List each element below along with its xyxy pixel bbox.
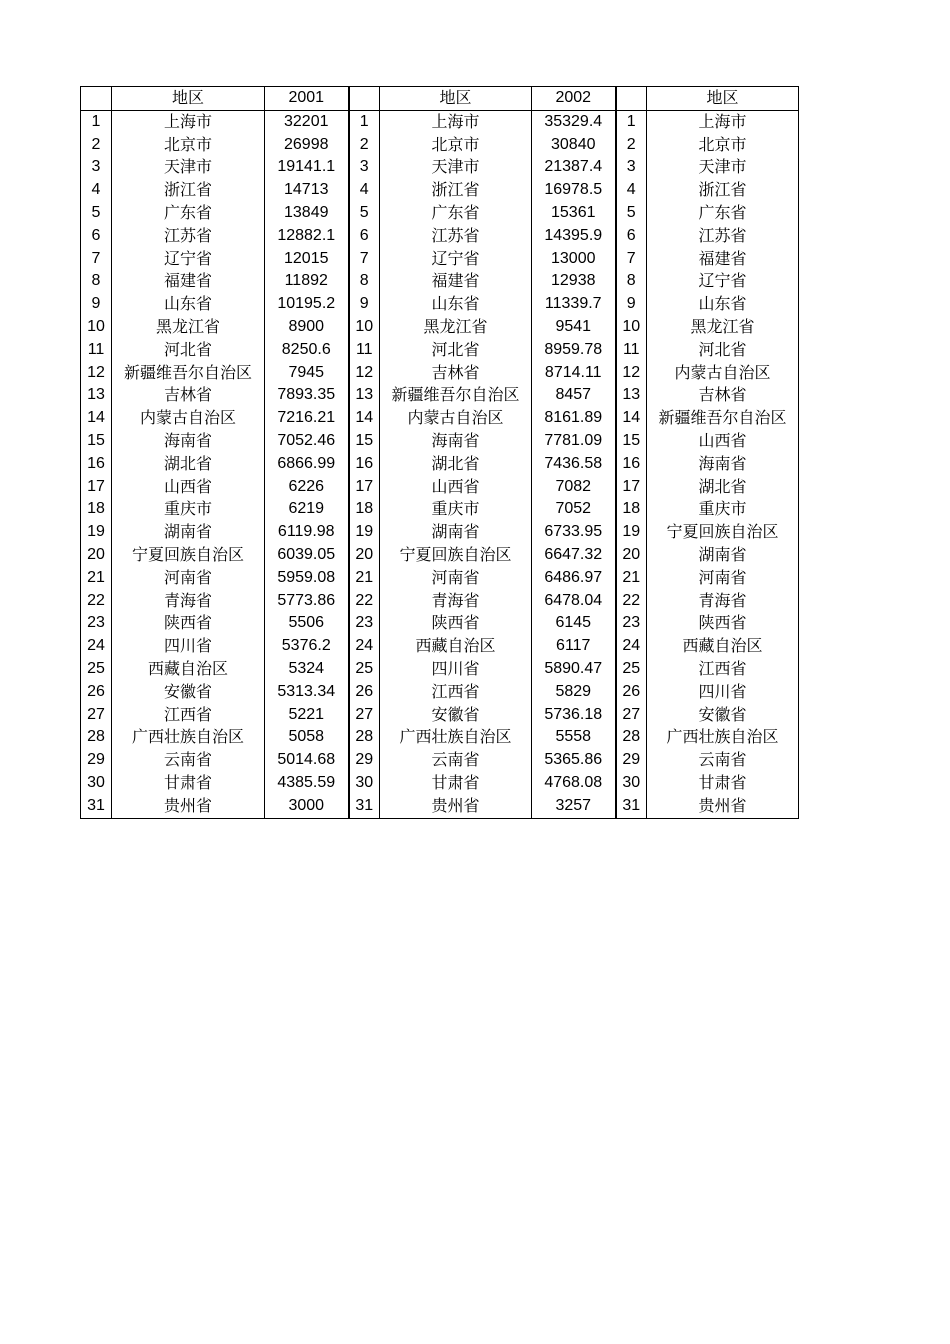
rank-2001-cell: 1 — [81, 110, 112, 133]
rank-third-cell: 5 — [616, 202, 647, 225]
region-third-cell: 黑龙江省 — [647, 316, 799, 339]
rank-2002-cell: 20 — [349, 544, 380, 567]
region-2002-cell: 广西壮族自治区 — [380, 726, 532, 749]
value-2001-cell: 10195.2 — [265, 293, 349, 316]
region-2002-cell: 吉林省 — [380, 362, 532, 385]
value-2002-cell: 5829 — [532, 681, 616, 704]
rank-2001-cell: 23 — [81, 612, 112, 635]
region-2001-cell: 广西壮族自治区 — [112, 726, 265, 749]
rank-2002-cell: 30 — [349, 772, 380, 795]
region-2001-cell: 湖南省 — [112, 521, 265, 544]
table-row — [81, 453, 799, 476]
value-2002-cell: 21387.4 — [532, 156, 616, 179]
value-2002-cell: 6733.95 — [532, 521, 616, 544]
region-2001-cell: 河北省 — [112, 339, 265, 362]
region-third-cell: 浙江省 — [647, 179, 799, 202]
rank-2002-cell: 28 — [349, 726, 380, 749]
region-2002-cell: 江苏省 — [380, 225, 532, 248]
region-2001-cell: 上海市 — [112, 110, 265, 133]
rank-2001-cell: 15 — [81, 430, 112, 453]
rank-2002-cell: 25 — [349, 658, 380, 681]
rank-2002-cell: 5 — [349, 202, 380, 225]
rank-2001-cell: 28 — [81, 726, 112, 749]
rank-2001-cell: 8 — [81, 270, 112, 293]
rank-third-cell: 30 — [616, 772, 647, 795]
rank-2001-cell: 29 — [81, 749, 112, 772]
region-2002-cell: 山西省 — [380, 476, 532, 499]
rank-third-cell: 18 — [616, 498, 647, 521]
rank-third-cell: 10 — [616, 316, 647, 339]
rank-2002-cell: 3 — [349, 156, 380, 179]
table-row — [81, 658, 799, 681]
region-third-cell: 宁夏回族自治区 — [647, 521, 799, 544]
region-2002-cell: 青海省 — [380, 590, 532, 613]
value-2002-cell: 7781.09 — [532, 430, 616, 453]
table-body — [81, 87, 799, 819]
rank-third-cell: 24 — [616, 635, 647, 658]
region-2002-cell: 云南省 — [380, 749, 532, 772]
header-row — [81, 87, 799, 111]
region-2002-cell: 甘肃省 — [380, 772, 532, 795]
value-2001-cell: 5376.2 — [265, 635, 349, 658]
rank-third-cell: 22 — [616, 590, 647, 613]
value-2002-cell: 5890.47 — [532, 658, 616, 681]
rank-2001-cell: 21 — [81, 567, 112, 590]
region-2002-cell: 贵州省 — [380, 795, 532, 818]
region-2002-cell: 辽宁省 — [380, 248, 532, 271]
rank-2001-cell: 4 — [81, 179, 112, 202]
table-row — [81, 225, 799, 248]
rank-2002-cell: 12 — [349, 362, 380, 385]
table-row — [81, 362, 799, 385]
value-2002-cell: 3257 — [532, 795, 616, 818]
rank-2001-cell: 5 — [81, 202, 112, 225]
rank-third-cell: 16 — [616, 453, 647, 476]
region-third-cell: 辽宁省 — [647, 270, 799, 293]
region-2001-cell: 广东省 — [112, 202, 265, 225]
region-2002-cell: 四川省 — [380, 658, 532, 681]
value-2001-cell: 6226 — [265, 476, 349, 499]
table-row — [81, 293, 799, 316]
rank-third-cell: 1 — [616, 110, 647, 133]
table-row — [81, 704, 799, 727]
value-2001-cell: 6039.05 — [265, 544, 349, 567]
header-year-2002: 2002 — [532, 87, 616, 111]
value-2002-cell: 6117 — [532, 635, 616, 658]
value-2001-cell: 5058 — [265, 726, 349, 749]
region-2001-cell: 山西省 — [112, 476, 265, 499]
rank-2001-cell: 26 — [81, 681, 112, 704]
value-2001-cell: 7893.35 — [265, 384, 349, 407]
rank-2002-cell: 9 — [349, 293, 380, 316]
region-2001-cell: 天津市 — [112, 156, 265, 179]
rank-2001-cell: 9 — [81, 293, 112, 316]
value-2002-cell: 7082 — [532, 476, 616, 499]
region-third-cell: 吉林省 — [647, 384, 799, 407]
rank-third-cell: 4 — [616, 179, 647, 202]
rank-2001-cell: 12 — [81, 362, 112, 385]
rank-third-cell: 11 — [616, 339, 647, 362]
value-2001-cell: 6866.99 — [265, 453, 349, 476]
region-2001-cell: 青海省 — [112, 590, 265, 613]
value-2002-cell: 11339.7 — [532, 293, 616, 316]
table-row — [81, 749, 799, 772]
value-2001-cell: 6219 — [265, 498, 349, 521]
region-2001-cell: 湖北省 — [112, 453, 265, 476]
rank-2002-cell: 31 — [349, 795, 380, 818]
rank-third-cell: 12 — [616, 362, 647, 385]
value-2002-cell: 5365.86 — [532, 749, 616, 772]
header-year-2001: 2001 — [265, 87, 349, 111]
header-rank-blank-2 — [349, 87, 380, 111]
rank-third-cell: 20 — [616, 544, 647, 567]
value-2002-cell: 5558 — [532, 726, 616, 749]
rank-third-cell: 29 — [616, 749, 647, 772]
value-2001-cell: 5313.34 — [265, 681, 349, 704]
value-2001-cell: 7216.21 — [265, 407, 349, 430]
rank-2002-cell: 11 — [349, 339, 380, 362]
header-region-2001: 地区 — [112, 87, 265, 111]
region-2002-cell: 河北省 — [380, 339, 532, 362]
rank-2001-cell: 18 — [81, 498, 112, 521]
value-2002-cell: 9541 — [532, 316, 616, 339]
table-row — [81, 772, 799, 795]
value-2002-cell: 30840 — [532, 134, 616, 157]
region-2001-cell: 西藏自治区 — [112, 658, 265, 681]
rank-third-cell: 26 — [616, 681, 647, 704]
rank-third-cell: 25 — [616, 658, 647, 681]
region-2001-cell: 吉林省 — [112, 384, 265, 407]
region-2002-cell: 北京市 — [380, 134, 532, 157]
region-2001-cell: 浙江省 — [112, 179, 265, 202]
region-third-cell: 重庆市 — [647, 498, 799, 521]
rank-2001-cell: 31 — [81, 795, 112, 818]
rank-2002-cell: 1 — [349, 110, 380, 133]
region-third-cell: 西藏自治区 — [647, 635, 799, 658]
region-2002-cell: 福建省 — [380, 270, 532, 293]
region-third-cell: 贵州省 — [647, 795, 799, 818]
region-2002-cell: 河南省 — [380, 567, 532, 590]
rank-2001-cell: 13 — [81, 384, 112, 407]
region-2002-cell: 浙江省 — [380, 179, 532, 202]
value-2002-cell: 6647.32 — [532, 544, 616, 567]
region-third-cell: 青海省 — [647, 590, 799, 613]
table-row — [81, 407, 799, 430]
table-row — [81, 498, 799, 521]
region-2001-cell: 海南省 — [112, 430, 265, 453]
region-2001-cell: 陕西省 — [112, 612, 265, 635]
rank-third-cell: 17 — [616, 476, 647, 499]
value-2002-cell: 8161.89 — [532, 407, 616, 430]
table-row — [81, 612, 799, 635]
region-third-cell: 四川省 — [647, 681, 799, 704]
value-2002-cell: 14395.9 — [532, 225, 616, 248]
rank-2002-cell: 18 — [349, 498, 380, 521]
rank-2002-cell: 10 — [349, 316, 380, 339]
rank-third-cell: 13 — [616, 384, 647, 407]
rank-third-cell: 15 — [616, 430, 647, 453]
value-2001-cell: 19141.1 — [265, 156, 349, 179]
value-2001-cell: 5324 — [265, 658, 349, 681]
rank-2002-cell: 15 — [349, 430, 380, 453]
value-2002-cell: 12938 — [532, 270, 616, 293]
region-2001-cell: 江苏省 — [112, 225, 265, 248]
region-third-cell: 广东省 — [647, 202, 799, 225]
table-row — [81, 110, 799, 133]
rank-2002-cell: 17 — [349, 476, 380, 499]
rank-2002-cell: 2 — [349, 134, 380, 157]
region-2001-cell: 辽宁省 — [112, 248, 265, 271]
table-row — [81, 681, 799, 704]
table-row — [81, 590, 799, 613]
rank-2002-cell: 23 — [349, 612, 380, 635]
region-third-cell: 广西壮族自治区 — [647, 726, 799, 749]
rank-2001-cell: 25 — [81, 658, 112, 681]
rank-2002-cell: 13 — [349, 384, 380, 407]
value-2001-cell: 4385.59 — [265, 772, 349, 795]
region-2001-cell: 江西省 — [112, 704, 265, 727]
ranking-table — [80, 86, 799, 819]
table-row — [81, 270, 799, 293]
table-row — [81, 521, 799, 544]
value-2002-cell: 13000 — [532, 248, 616, 271]
rank-2002-cell: 22 — [349, 590, 380, 613]
rank-2001-cell: 20 — [81, 544, 112, 567]
region-2002-cell: 宁夏回族自治区 — [380, 544, 532, 567]
region-2001-cell: 云南省 — [112, 749, 265, 772]
region-third-cell: 河南省 — [647, 567, 799, 590]
rank-2002-cell: 27 — [349, 704, 380, 727]
value-2002-cell: 4768.08 — [532, 772, 616, 795]
value-2002-cell: 6486.97 — [532, 567, 616, 590]
header-rank-blank-3 — [616, 87, 647, 111]
rank-third-cell: 3 — [616, 156, 647, 179]
header-rank-blank-1 — [81, 87, 112, 111]
value-2001-cell: 7052.46 — [265, 430, 349, 453]
table-row — [81, 726, 799, 749]
region-2002-cell: 新疆维吾尔自治区 — [380, 384, 532, 407]
table-row — [81, 339, 799, 362]
rank-2001-cell: 16 — [81, 453, 112, 476]
value-2002-cell: 5736.18 — [532, 704, 616, 727]
value-2001-cell: 26998 — [265, 134, 349, 157]
region-third-cell: 湖北省 — [647, 476, 799, 499]
rank-2001-cell: 3 — [81, 156, 112, 179]
rank-third-cell: 2 — [616, 134, 647, 157]
region-2001-cell: 安徽省 — [112, 681, 265, 704]
rank-2002-cell: 14 — [349, 407, 380, 430]
value-2001-cell: 14713 — [265, 179, 349, 202]
rank-third-cell: 27 — [616, 704, 647, 727]
value-2001-cell: 32201 — [265, 110, 349, 133]
region-2001-cell: 贵州省 — [112, 795, 265, 818]
value-2001-cell: 5014.68 — [265, 749, 349, 772]
rank-third-cell: 8 — [616, 270, 647, 293]
value-2002-cell: 6478.04 — [532, 590, 616, 613]
rank-2001-cell: 27 — [81, 704, 112, 727]
table-row — [81, 316, 799, 339]
rank-2001-cell: 10 — [81, 316, 112, 339]
rank-2001-cell: 7 — [81, 248, 112, 271]
value-2001-cell: 8250.6 — [265, 339, 349, 362]
region-2002-cell: 山东省 — [380, 293, 532, 316]
rank-2002-cell: 6 — [349, 225, 380, 248]
region-2002-cell: 上海市 — [380, 110, 532, 133]
rank-third-cell: 21 — [616, 567, 647, 590]
region-2002-cell: 内蒙古自治区 — [380, 407, 532, 430]
region-2001-cell: 四川省 — [112, 635, 265, 658]
region-2002-cell: 黑龙江省 — [380, 316, 532, 339]
table-row — [81, 156, 799, 179]
rank-2002-cell: 16 — [349, 453, 380, 476]
table-row — [81, 795, 799, 818]
region-third-cell: 福建省 — [647, 248, 799, 271]
rank-2002-cell: 7 — [349, 248, 380, 271]
rank-2001-cell: 6 — [81, 225, 112, 248]
rank-2001-cell: 17 — [81, 476, 112, 499]
rank-2001-cell: 30 — [81, 772, 112, 795]
rank-third-cell: 31 — [616, 795, 647, 818]
rank-2002-cell: 26 — [349, 681, 380, 704]
region-2002-cell: 江西省 — [380, 681, 532, 704]
region-third-cell: 新疆维吾尔自治区 — [647, 407, 799, 430]
value-2002-cell: 8714.11 — [532, 362, 616, 385]
region-third-cell: 甘肃省 — [647, 772, 799, 795]
region-2001-cell: 重庆市 — [112, 498, 265, 521]
rank-2001-cell: 2 — [81, 134, 112, 157]
region-2001-cell: 黑龙江省 — [112, 316, 265, 339]
region-2001-cell: 福建省 — [112, 270, 265, 293]
region-third-cell: 山东省 — [647, 293, 799, 316]
value-2001-cell: 5221 — [265, 704, 349, 727]
value-2002-cell: 7436.58 — [532, 453, 616, 476]
region-2002-cell: 广东省 — [380, 202, 532, 225]
rank-2002-cell: 24 — [349, 635, 380, 658]
table-row — [81, 430, 799, 453]
rank-third-cell: 28 — [616, 726, 647, 749]
value-2001-cell: 13849 — [265, 202, 349, 225]
region-2002-cell: 西藏自治区 — [380, 635, 532, 658]
region-2002-cell: 湖北省 — [380, 453, 532, 476]
value-2001-cell: 5773.86 — [265, 590, 349, 613]
value-2002-cell: 7052 — [532, 498, 616, 521]
table-row — [81, 635, 799, 658]
rank-third-cell: 6 — [616, 225, 647, 248]
region-third-cell: 河北省 — [647, 339, 799, 362]
region-2002-cell: 陕西省 — [380, 612, 532, 635]
header-region-2002: 地区 — [380, 87, 532, 111]
rank-third-cell: 14 — [616, 407, 647, 430]
rank-third-cell: 7 — [616, 248, 647, 271]
rank-2001-cell: 14 — [81, 407, 112, 430]
rank-third-cell: 9 — [616, 293, 647, 316]
table-row — [81, 202, 799, 225]
region-2001-cell: 河南省 — [112, 567, 265, 590]
rank-2002-cell: 21 — [349, 567, 380, 590]
region-third-cell: 安徽省 — [647, 704, 799, 727]
value-2001-cell: 3000 — [265, 795, 349, 818]
region-2001-cell: 北京市 — [112, 134, 265, 157]
rank-2001-cell: 11 — [81, 339, 112, 362]
region-third-cell: 北京市 — [647, 134, 799, 157]
rank-third-cell: 19 — [616, 521, 647, 544]
value-2002-cell: 15361 — [532, 202, 616, 225]
value-2001-cell: 7945 — [265, 362, 349, 385]
value-2001-cell: 11892 — [265, 270, 349, 293]
region-third-cell: 上海市 — [647, 110, 799, 133]
value-2002-cell: 8457 — [532, 384, 616, 407]
region-third-cell: 江西省 — [647, 658, 799, 681]
value-2001-cell: 12882.1 — [265, 225, 349, 248]
region-third-cell: 山西省 — [647, 430, 799, 453]
region-third-cell: 天津市 — [647, 156, 799, 179]
table-row — [81, 248, 799, 271]
region-2001-cell: 甘肃省 — [112, 772, 265, 795]
table-row — [81, 384, 799, 407]
rank-2001-cell: 24 — [81, 635, 112, 658]
rank-2001-cell: 19 — [81, 521, 112, 544]
table-row — [81, 476, 799, 499]
value-2001-cell: 6119.98 — [265, 521, 349, 544]
region-2001-cell: 宁夏回族自治区 — [112, 544, 265, 567]
rank-2002-cell: 29 — [349, 749, 380, 772]
value-2001-cell: 5506 — [265, 612, 349, 635]
table-row — [81, 567, 799, 590]
region-2002-cell: 湖南省 — [380, 521, 532, 544]
value-2002-cell: 6145 — [532, 612, 616, 635]
region-2001-cell: 内蒙古自治区 — [112, 407, 265, 430]
rank-third-cell: 23 — [616, 612, 647, 635]
value-2002-cell: 8959.78 — [532, 339, 616, 362]
value-2002-cell: 35329.4 — [532, 110, 616, 133]
table-row — [81, 544, 799, 567]
table-row — [81, 134, 799, 157]
rank-2002-cell: 19 — [349, 521, 380, 544]
rank-2002-cell: 8 — [349, 270, 380, 293]
value-2002-cell: 16978.5 — [532, 179, 616, 202]
rank-2001-cell: 22 — [81, 590, 112, 613]
rank-2002-cell: 4 — [349, 179, 380, 202]
region-2002-cell: 天津市 — [380, 156, 532, 179]
table-row — [81, 179, 799, 202]
region-third-cell: 内蒙古自治区 — [647, 362, 799, 385]
region-2002-cell: 重庆市 — [380, 498, 532, 521]
region-2001-cell: 新疆维吾尔自治区 — [112, 362, 265, 385]
region-third-cell: 云南省 — [647, 749, 799, 772]
region-third-cell: 湖南省 — [647, 544, 799, 567]
region-2001-cell: 山东省 — [112, 293, 265, 316]
region-2002-cell: 安徽省 — [380, 704, 532, 727]
region-third-cell: 陕西省 — [647, 612, 799, 635]
region-third-cell: 海南省 — [647, 453, 799, 476]
value-2001-cell: 8900 — [265, 316, 349, 339]
header-region-third: 地区 — [647, 87, 799, 111]
value-2001-cell: 12015 — [265, 248, 349, 271]
region-2002-cell: 海南省 — [380, 430, 532, 453]
region-third-cell: 江苏省 — [647, 225, 799, 248]
value-2001-cell: 5959.08 — [265, 567, 349, 590]
